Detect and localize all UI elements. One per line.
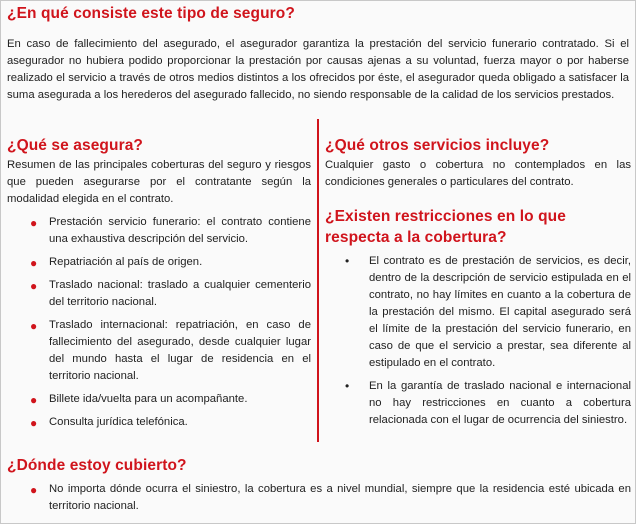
section-restrictions [325, 206, 631, 435]
bullet-icon: ● [30, 483, 38, 497]
bullet-icon: ● [30, 393, 38, 407]
list-item: ● Billete ida/vuelta para un acompañante. [30, 393, 248, 407]
heading-what-is-insured: ¿Qué se asegura? [7, 137, 143, 154]
restrictions-list [325, 253, 631, 429]
column-divider [317, 119, 319, 442]
heading-other-services: ¿Qué otros servicios incluye? [325, 137, 550, 154]
list-item: • El contrato es de prestación de servicios, es decir, dentro de la descripción de servicio estipulada en el contrato, no hay límites en cuanto a la cobertura de la prestación del mismo. El capital asegurado será el límite de la prestación del servicio funerario, en caso de que el servicio a prestar, sea diferente al estipulado en el contrato. [345, 254, 631, 369]
section-where-covered [7, 457, 631, 521]
list-item: ● Repatriación al país de origen. [30, 256, 203, 270]
bullet-icon: ● [30, 216, 38, 230]
where-list [7, 481, 631, 515]
list-item: ● Consulta jurídica telefónica. [30, 416, 188, 430]
heading-what-is-it: ¿En qué consiste este tipo de seguro? [7, 5, 295, 22]
bullet-icon: ● [30, 279, 38, 293]
covered-summary: Resumen de las principales coberturas del seguro y riesgos que pueden asegurarse por el contratante según la modalidad elegida en el contrato. [7, 159, 311, 205]
list-item: ● Prestación servicio funerario: el contrato contiene una exhaustiva descripción del servicio. [30, 216, 311, 245]
list-item: ● No importa dónde ocurra el siniestro, la cobertura es a nivel mundial, siempre que la residencia esté ubicada en territorio nacional. [30, 483, 631, 512]
heading-where-covered: ¿Dónde estoy cubierto? [7, 457, 187, 474]
list-item: ● Traslado internacional: repatriación, en caso de fallecimiento del asegurado, desde cualquier lugar del mundo hasta el lugar de residencia en el territorio nacional. [30, 319, 311, 382]
intro-paragraph: En caso de fallecimiento del asegurado, el asegurador garantiza la prestación del servicio funerario contratado. Si el asegurador no hubiera podido proporcionar la prestación por causas ajenas a su voluntad, fuerza mayor o por haberse realizado el servicio a través de otros medios distintos a los ofrecidos por éste, el asegurador queda obligado a satisfacer la suma asegurada a los herederos del asegurado fallecido, no siendo responsable de la calidad de los servicios prestados. [7, 38, 629, 101]
bullet-icon: ● [30, 416, 38, 430]
bullet-icon: ● [30, 319, 38, 333]
section-what-is-insured [7, 137, 311, 437]
bullet-icon: • [345, 379, 350, 393]
list-item: ● Traslado nacional: traslado a cualquier cementerio del territorio nacional. [30, 279, 311, 308]
other-services-text: Cualquier gasto o cobertura no contemplados en las condiciones generales o particulares del contrato. [325, 159, 631, 188]
bullet-icon: • [345, 254, 350, 268]
bullet-icon: ● [30, 256, 38, 270]
heading-restrictions: ¿Existen restricciones en lo que respecta a la cobertura? [325, 208, 566, 246]
list-item: • En la garantía de traslado nacional e internacional no hay restricciones en cuanto a cobertura relacionada con el lugar de ocurrencia del siniestro. [345, 379, 631, 426]
coverage-list [7, 214, 311, 431]
section-what-is-it [7, 5, 629, 104]
section-other-services [325, 137, 631, 191]
